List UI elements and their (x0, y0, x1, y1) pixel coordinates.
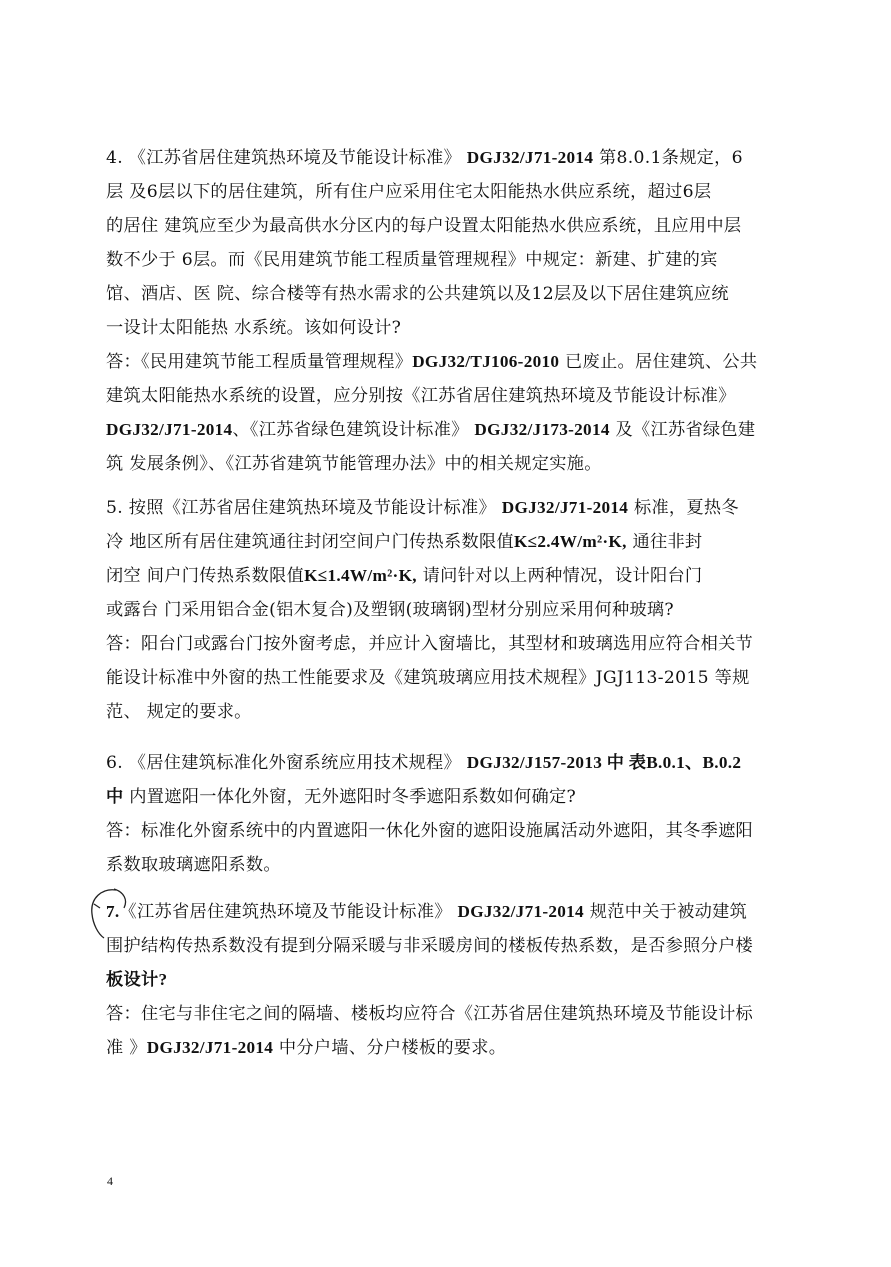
text-line (106, 413, 796, 447)
text-run: 馆、酒店、医 院、综合楼等有热水需求的公共建筑以及12层及以下居住建筑应统 (106, 284, 729, 304)
text-line (106, 780, 796, 814)
text-line (106, 175, 796, 209)
text-line (106, 814, 796, 848)
text-run: 及《江苏省绿色建 (609, 420, 756, 440)
text-run: 《江苏省居住建筑热环境及节能设计标准》 (119, 902, 458, 922)
text-line (106, 277, 796, 311)
text-run: 第8.0.1条规定，6 (593, 148, 743, 168)
qa-item-7 (106, 895, 796, 1065)
bold-text-run: 板设计? (106, 970, 168, 989)
text-run: 6. 《居住建筑标准化外窗系统应用技术规程》 (106, 753, 467, 773)
qa-item-6 (106, 746, 796, 882)
bold-text-run: K≤1.4W/m²·K, (304, 566, 417, 585)
handwritten-circle-mark (84, 884, 144, 940)
text-run: 5. 按照《江苏省居住建筑热环境及节能设计标准》 (106, 498, 502, 518)
text-run: 已废止。居住建筑、公共 (559, 352, 758, 372)
text-line (106, 379, 796, 413)
bold-text-run: K≤2.4W/m²·K, (513, 532, 627, 551)
text-run: 标准，夏热冬 (628, 498, 739, 518)
text-run: 系数取玻璃遮阳系数。 (106, 855, 281, 875)
text-line (106, 209, 796, 243)
text-run: 冷 地区所有居住建筑通往封闭空间户门传热系数限值 (106, 532, 514, 552)
text-run: 答：标准化外窗系统中的内置遮阳一休化外窗的遮阳设施属活动外遮阳，其冬季遮阳 (106, 821, 754, 841)
text-run: 筑 发展条例》、《江苏省建筑节能管理办法》中的相关规定实施。 (106, 454, 602, 474)
text-run: 的居住 建筑应至少为最高供水分区内的每户设置太阳能热水供应系统，且应用中层 (106, 216, 742, 236)
bold-text-run: DGJ32/TJ106-2010 (412, 352, 560, 371)
page-number: 4 (107, 1174, 113, 1188)
text-run: 准 》 (106, 1038, 147, 1058)
bold-text-run: DGJ32/J157-2013 中 表B.0.1、B.0.2 (466, 753, 742, 772)
bold-text-run: DGJ32/J71-2014 (466, 148, 594, 167)
text-run: 闭空 间户门传热系数限值 (106, 566, 305, 586)
text-line (106, 746, 796, 780)
bold-text-run: DGJ32/J71-2014 (457, 902, 584, 921)
text-line (106, 661, 796, 695)
bold-text-run: 7. (106, 902, 120, 921)
text-line (106, 963, 796, 997)
text-run: 规范中关于被动建筑 (583, 902, 748, 922)
text-run: 建筑太阳能热水系统的设置，应分别按《江苏省居住建筑热环境及节能设计标准》 (106, 386, 736, 406)
text-run: 请问针对以上两种情况，设计阳台门 (416, 566, 703, 586)
text-line (106, 345, 796, 379)
text-line (106, 1031, 796, 1065)
text-line (106, 848, 796, 882)
text-run: 答：住宅与非住宅之间的隔墙、楼板均应符合《江苏省居住建筑热环境及节能设计标 (106, 1004, 754, 1024)
bold-text-run: DGJ32/J71-2014 (501, 498, 629, 517)
text-line (106, 997, 796, 1031)
text-line (106, 627, 796, 661)
text-run: 内置遮阳一体化外窗，无外遮阳时冬季遮阳系数如何确定? (123, 787, 576, 807)
text-run: 答：阳台门或露台门按外窗考虑，并应计入窗墙比，其型材和玻璃选用应符合相关节 (106, 634, 754, 654)
qa-item-5 (106, 491, 796, 729)
text-line (106, 525, 796, 559)
text-line (106, 243, 796, 277)
text-run: 4. 《江苏省居住建筑热环境及节能设计标准》 (106, 148, 467, 168)
text-line (106, 593, 796, 627)
text-run: 答：《民用建筑节能工程质量管理规程》 (106, 352, 413, 372)
text-run: 、《江苏省绿色建筑设计标准》 (232, 420, 475, 440)
text-line (106, 447, 796, 481)
text-run: 数不少于 6层。而《民用建筑节能工程质量管理规程》中规定：新建、扩建的宾 (106, 250, 718, 270)
bold-text-run: DGJ32/J71-2014 (106, 420, 233, 439)
text-line (106, 929, 796, 963)
text-run: 中分户墙、分户楼板的要求。 (273, 1038, 507, 1058)
text-run: 或露台 门采用铝合金(铝木复合)及塑钢(玻璃钢)型材分别应采用何种玻璃? (106, 600, 674, 620)
text-run: 能设计标准中外窗的热工性能要求及《建筑玻璃应用技术规程》JGJ113-2015 等规 (106, 668, 750, 688)
text-run: 通往非封 (626, 532, 703, 552)
text-line (106, 695, 796, 729)
text-run: 围护结构传热系数没有提到分隔采暖与非采暖房间的楼板传热系数，是否参照分户楼 (106, 936, 754, 956)
bold-text-run: DGJ32/J71-2014 (146, 1038, 274, 1057)
text-line (106, 141, 796, 175)
text-line (106, 491, 796, 525)
text-run: 一设计太阳能热 水系统。该如何设计? (106, 318, 402, 338)
text-line (106, 559, 796, 593)
bold-text-run: 中 (106, 787, 124, 806)
text-line (106, 895, 796, 929)
qa-item-4 (106, 141, 796, 481)
text-run: 范、 规定的要求。 (106, 702, 252, 722)
text-line (106, 311, 796, 345)
text-run: 层 及6层以下的居住建筑，所有住户应采用住宅太阳能热水供应系统，超过6层 (106, 182, 712, 202)
bold-text-run: DGJ32/J173-2014 (474, 420, 610, 439)
